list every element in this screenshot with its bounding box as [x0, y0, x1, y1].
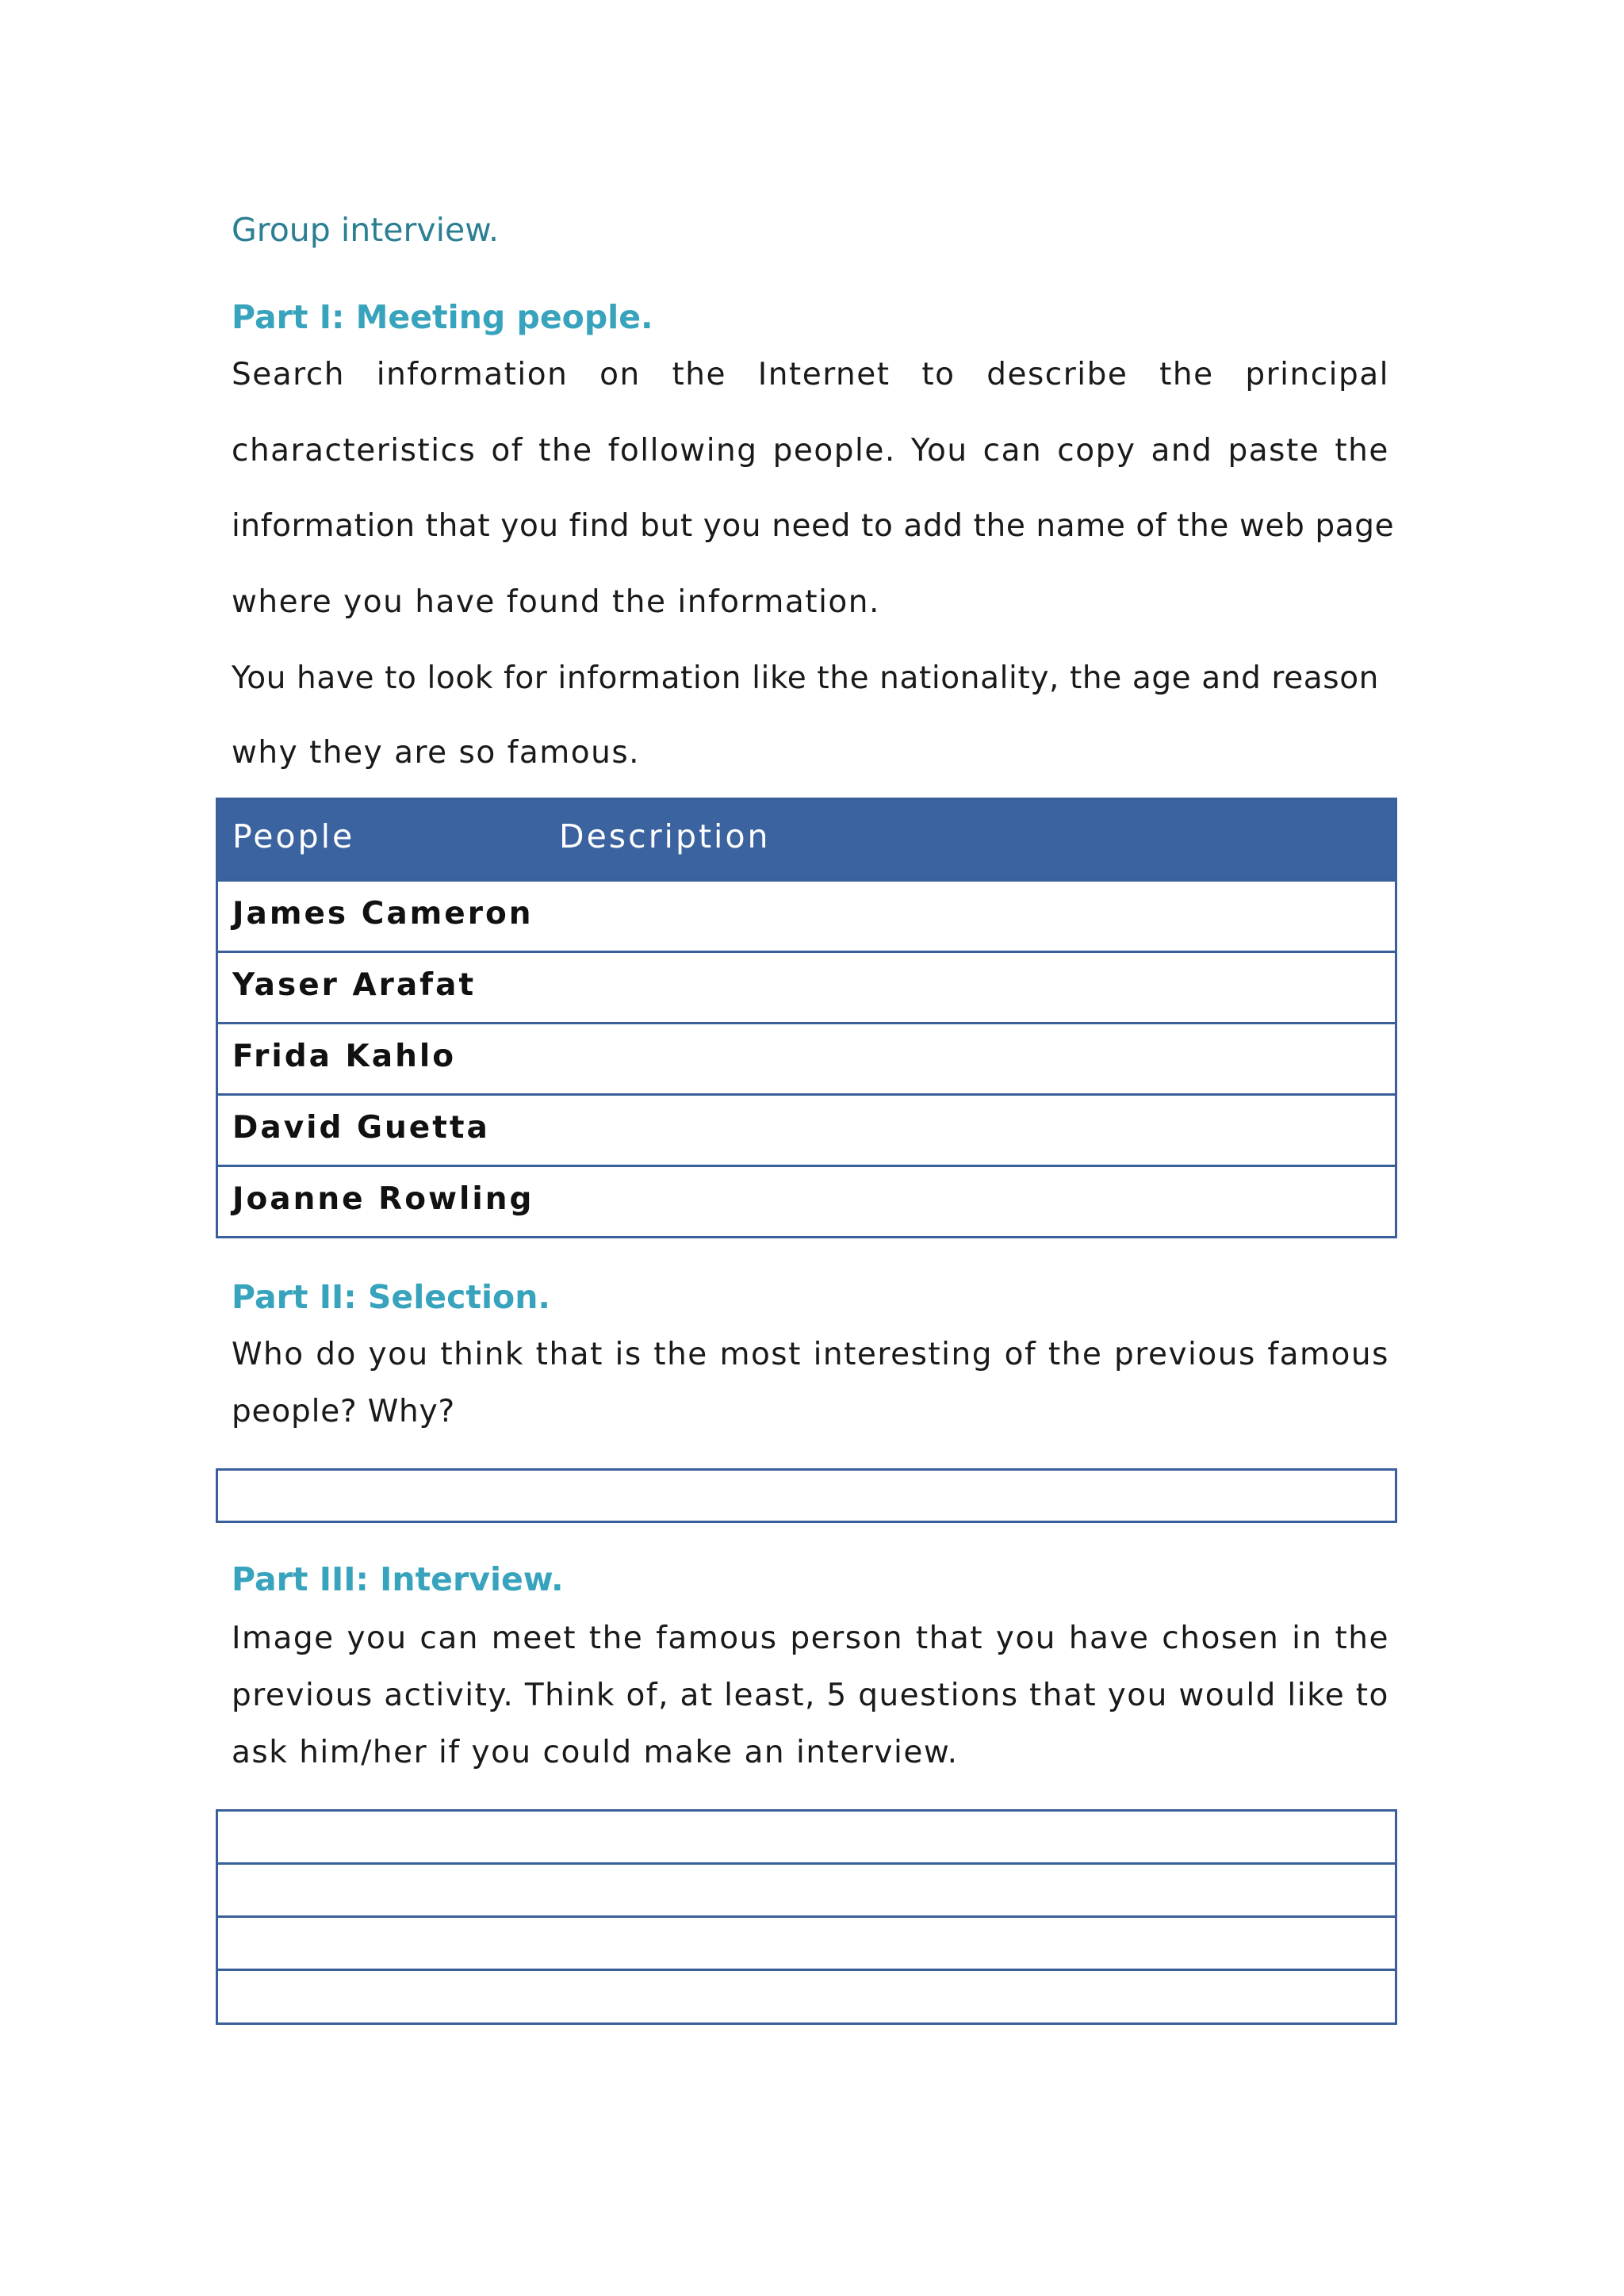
table-row[interactable] [218, 951, 1395, 1022]
header-people: People [232, 817, 355, 855]
word: of, [626, 1678, 669, 1713]
person-name: Frida Kahlo [232, 1039, 457, 1074]
word: principal [1245, 357, 1389, 392]
word: previous [232, 1678, 373, 1713]
word: Internet [757, 357, 891, 392]
part1-line-5: You have to look for information like the nationality, the age and reason [232, 660, 1379, 696]
word: have [1068, 1621, 1150, 1656]
word: the [1159, 357, 1214, 392]
word: activity. [384, 1678, 515, 1713]
word: to [921, 357, 956, 392]
word: Who [232, 1337, 304, 1372]
part1-line-1 [232, 357, 1389, 392]
part1-line-2 [232, 433, 1389, 469]
word: is [615, 1337, 642, 1372]
word: 5 [826, 1678, 848, 1713]
word: and [1151, 433, 1213, 469]
part1-line-6: why they are so famous. [232, 735, 641, 771]
person-name: Yaser Arafat [232, 967, 477, 1003]
question-row[interactable] [218, 1865, 1395, 1918]
part2-line-2: people? Why? [232, 1394, 455, 1429]
word: you [347, 1621, 408, 1656]
word: like [1287, 1678, 1346, 1713]
word: previous [1114, 1337, 1256, 1372]
interview-questions-table [216, 1809, 1397, 2025]
word: that [915, 1621, 984, 1656]
word: can [419, 1621, 479, 1656]
word: the [1048, 1337, 1103, 1372]
word: interesting [813, 1337, 993, 1372]
word: on [599, 357, 641, 392]
table-row[interactable] [218, 879, 1395, 951]
people-table [216, 798, 1397, 1238]
word: information [376, 357, 569, 392]
table-row[interactable] [218, 1022, 1395, 1093]
header-description: Description [559, 817, 771, 855]
word: think [440, 1337, 525, 1372]
question-row[interactable] [218, 1971, 1395, 2024]
word: that [535, 1337, 603, 1372]
word: copy [1057, 433, 1136, 469]
word: following [607, 433, 758, 469]
word: the [1335, 433, 1389, 469]
word: people. [772, 433, 896, 469]
part1-heading: Part I: Meeting people. [232, 298, 653, 336]
word: Search [232, 357, 345, 392]
part1-line-4: where you have found the information. [232, 584, 880, 620]
word: do [316, 1337, 357, 1372]
person-name: James Cameron [232, 896, 534, 932]
part1-line-3: information that you find but you need to add the name of the web page [232, 508, 1395, 544]
part3-heading: Part III: Interview. [232, 1560, 564, 1598]
word: famous [1267, 1337, 1389, 1372]
person-name: Joanne Rowling [232, 1181, 534, 1217]
word: you [368, 1337, 429, 1372]
word: you [1107, 1678, 1168, 1713]
person-name: David Guetta [232, 1110, 490, 1146]
part3-line-3: ask him/her if you could make an interview. [232, 1735, 959, 1770]
word: meet [491, 1621, 577, 1656]
question-row[interactable] [218, 1812, 1395, 1865]
word: would [1178, 1678, 1277, 1713]
word: Think [524, 1678, 615, 1713]
part2-heading: Part II: Selection. [232, 1278, 550, 1316]
word: at [680, 1678, 714, 1713]
word: describe [986, 357, 1128, 392]
word: you [995, 1621, 1057, 1656]
table-row[interactable] [218, 1093, 1395, 1165]
word: person [790, 1621, 904, 1656]
word: the [588, 1621, 644, 1656]
word: of [1004, 1337, 1037, 1372]
word: characteristics [232, 433, 477, 469]
word: to [1355, 1678, 1389, 1713]
document-title: Group interview. [232, 211, 500, 249]
table-row[interactable] [218, 1165, 1395, 1236]
word: You [910, 433, 968, 469]
word: most [719, 1337, 802, 1372]
people-table-header [218, 800, 1395, 879]
word: that [1029, 1678, 1097, 1713]
word: least, [724, 1678, 816, 1713]
word: paste [1228, 433, 1320, 469]
word: chosen [1162, 1621, 1280, 1656]
word: Image [232, 1621, 335, 1656]
word: the [653, 1337, 708, 1372]
word: the [1335, 1621, 1389, 1656]
part3-line-2 [232, 1678, 1389, 1713]
question-row[interactable] [218, 1918, 1395, 1971]
word: questions [858, 1678, 1019, 1713]
word: of [491, 433, 523, 469]
part3-line-1 [232, 1621, 1389, 1656]
word: in [1292, 1621, 1323, 1656]
selection-answer-box[interactable] [216, 1468, 1397, 1523]
word: the [672, 357, 726, 392]
word: the [538, 433, 593, 469]
part2-line-1 [232, 1337, 1389, 1372]
word: can [982, 433, 1043, 469]
word: famous [656, 1621, 778, 1656]
